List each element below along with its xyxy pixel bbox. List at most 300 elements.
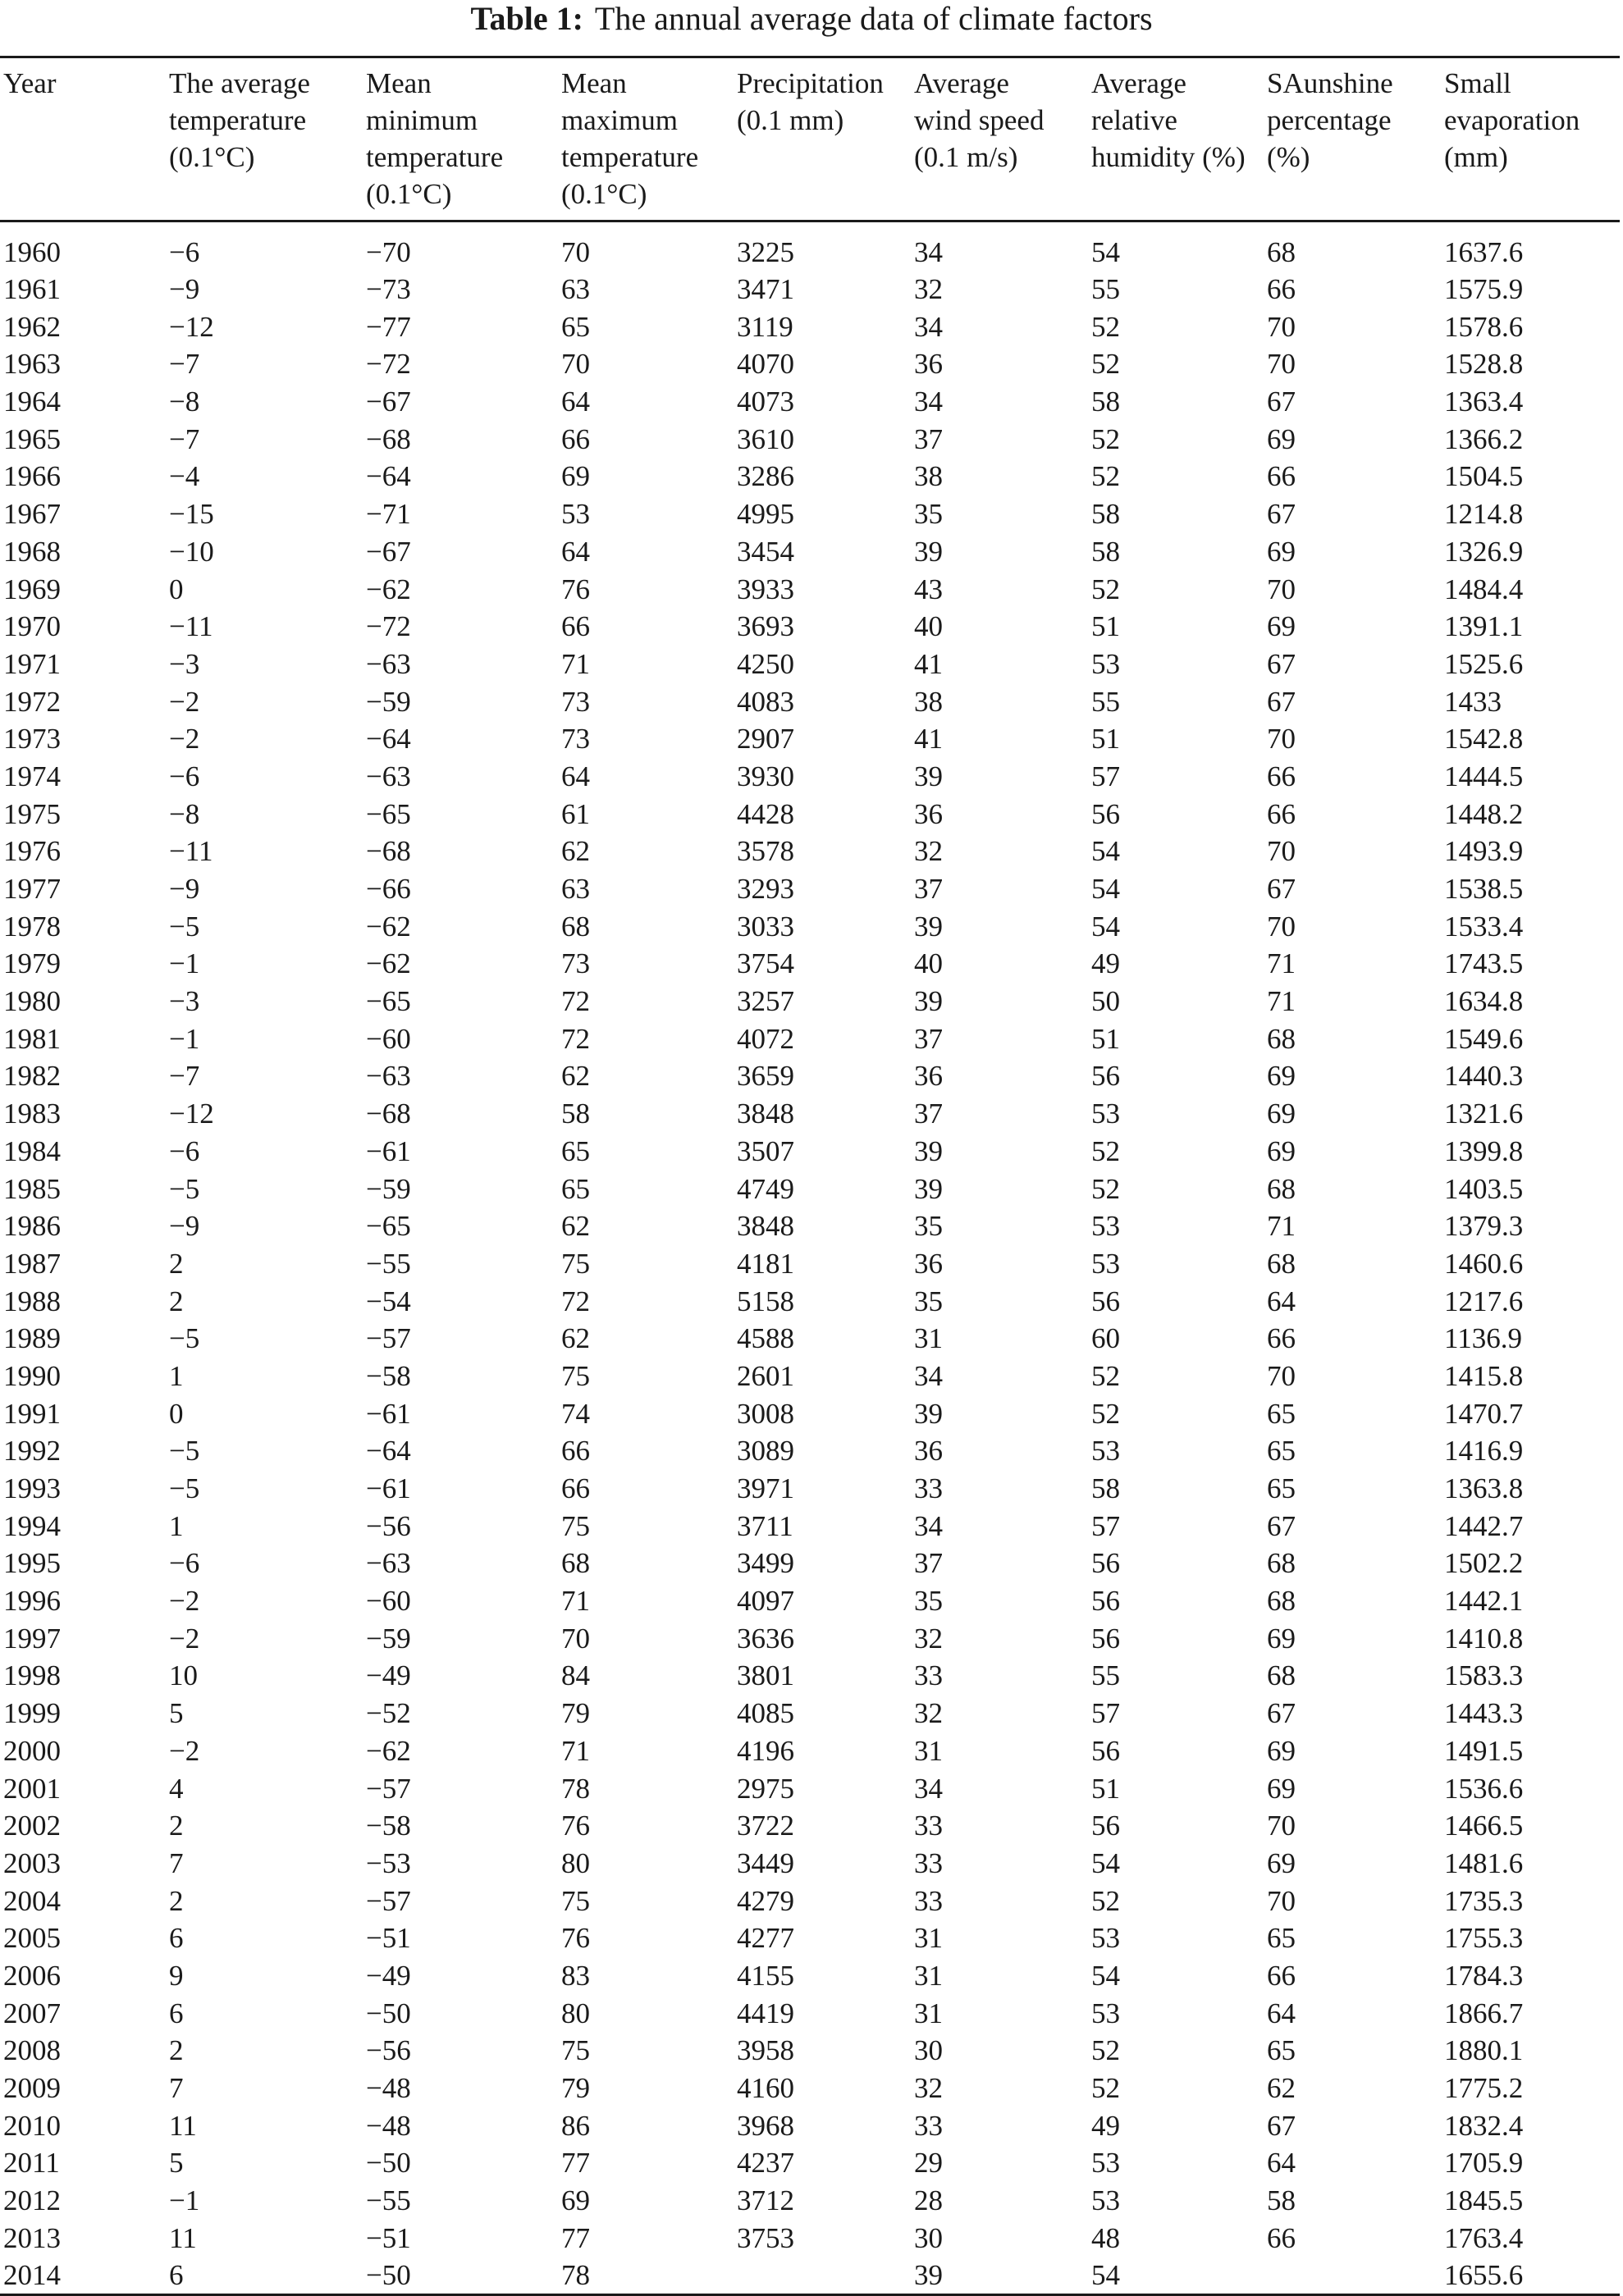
data-cell: −5	[169, 1472, 200, 1504]
column-header	[1264, 57, 1441, 221]
data-cell: 54	[1088, 2257, 1264, 2295]
table-row	[0, 383, 1620, 421]
data-cell: 53	[1091, 1247, 1120, 1280]
data-cell: 7	[169, 1846, 184, 1879]
table-row	[0, 1883, 1620, 1920]
data-cell: 40	[914, 947, 943, 980]
data-cell: 78	[558, 2257, 734, 2295]
data-cell: 36	[914, 1435, 943, 1468]
data-cell: 52	[1091, 1397, 1120, 1430]
column-header-line: relative	[1091, 104, 1177, 136]
table-row	[0, 2070, 1620, 2107]
data-cell: 30	[914, 2221, 943, 2254]
data-cell: 1442.1	[1444, 1585, 1524, 1618]
data-cell: 3257	[737, 985, 794, 1018]
year-cell: 1982	[3, 1060, 61, 1093]
data-cell: 56	[1091, 797, 1120, 830]
year-cell: 1975	[3, 797, 61, 830]
data-cell: 52	[1091, 1359, 1120, 1392]
data-cell: 69	[561, 2184, 590, 2217]
year-cell: 2006	[3, 1959, 61, 1992]
column-header-line: humidity (%)	[1091, 141, 1246, 173]
year-cell: 1991	[3, 1397, 61, 1430]
table-row	[0, 2182, 1620, 2220]
data-cell: −62	[366, 573, 411, 605]
data-cell: 51	[1091, 723, 1120, 755]
data-cell: −58	[366, 1810, 411, 1842]
data-cell: 51	[1091, 1022, 1120, 1055]
data-cell: 67	[1267, 1697, 1296, 1730]
data-cell: 69	[561, 460, 590, 493]
data-cell: −49	[366, 1659, 411, 1692]
data-cell: 65	[1267, 2034, 1296, 2067]
table-row	[0, 646, 1620, 683]
caption-label: Table 1:	[470, 0, 583, 37]
data-cell: 61	[561, 797, 590, 830]
data-cell: 66	[561, 610, 590, 643]
data-cell: −57	[366, 1772, 411, 1805]
data-cell: 54	[1091, 236, 1120, 268]
data-cell: 3449	[737, 1846, 794, 1879]
table-row	[0, 1919, 1620, 1957]
data-cell: 3722	[737, 1810, 794, 1842]
data-cell: −5	[169, 1322, 200, 1355]
table-row	[0, 458, 1620, 495]
data-cell: 3801	[737, 1659, 794, 1692]
data-cell: −59	[366, 685, 411, 718]
data-cell: 6	[169, 1997, 184, 2029]
data-cell: 3753	[737, 2221, 794, 2254]
data-cell: 0	[169, 573, 184, 605]
data-cell: 68	[561, 910, 590, 943]
data-cell: 77	[561, 2221, 590, 2254]
column-header-line: evaporation	[1444, 104, 1580, 136]
data-cell: 1443.3	[1444, 1697, 1524, 1730]
data-cell: 1460.6	[1444, 1247, 1524, 1280]
data-cell: 56	[1091, 1060, 1120, 1093]
data-cell: 70	[1267, 835, 1296, 868]
data-cell: 70	[1267, 348, 1296, 381]
data-cell: 69	[1267, 1734, 1296, 1767]
data-cell: 54	[1091, 910, 1120, 943]
data-cell: 1763.4	[1444, 2221, 1524, 2254]
year-cell: 2004	[3, 1884, 61, 1917]
data-cell: 3659	[737, 1060, 794, 1093]
data-cell: 3958	[737, 2034, 794, 2067]
data-cell: 69	[1267, 1134, 1296, 1167]
year-cell: 1965	[3, 422, 61, 455]
data-cell: 1755.3	[1444, 1922, 1524, 1955]
data-cell: 2	[169, 2034, 184, 2067]
data-cell: 70	[1267, 310, 1296, 343]
data-cell: 31	[914, 1959, 943, 1992]
data-cell: −9	[169, 873, 200, 905]
data-cell: 3693	[737, 610, 794, 643]
data-cell: 75	[561, 1359, 590, 1392]
data-cell: 3848	[737, 1098, 794, 1130]
data-cell: −15	[169, 498, 214, 531]
data-cell: 56	[1091, 1585, 1120, 1618]
data-cell: −12	[169, 310, 214, 343]
year-cell: 2007	[3, 1997, 61, 2029]
data-cell: 66	[1267, 797, 1296, 830]
year-cell: 1989	[3, 1322, 61, 1355]
table-row	[0, 345, 1620, 383]
data-cell: 67	[1267, 873, 1296, 905]
data-cell: 28	[914, 2184, 943, 2217]
data-cell: 67	[1267, 498, 1296, 531]
data-cell: 53	[1091, 1922, 1120, 1955]
data-cell: −60	[366, 1585, 411, 1618]
data-cell: 3930	[737, 760, 794, 792]
column-header	[911, 57, 1088, 221]
data-cell: −63	[366, 1547, 411, 1580]
year-cell: 2001	[3, 1772, 61, 1805]
data-cell: 75	[561, 1509, 590, 1542]
data-cell: −10	[169, 535, 214, 568]
data-cell: 72	[561, 1022, 590, 1055]
data-cell: 1136.9	[1444, 1322, 1522, 1355]
data-cell: −2	[169, 1622, 200, 1655]
data-cell: 1399.8	[1444, 1134, 1524, 1167]
data-cell: −62	[366, 1734, 411, 1767]
data-cell: 3636	[737, 1622, 794, 1655]
data-cell: 1415.8	[1444, 1359, 1524, 1392]
data-cell: 38	[914, 460, 943, 493]
data-cell: 39	[914, 1134, 943, 1167]
data-cell: −12	[169, 1098, 214, 1130]
data-cell: 58	[1267, 2184, 1296, 2217]
data-cell: 1634.8	[1444, 985, 1524, 1018]
data-cell: −1	[169, 2184, 200, 2217]
data-cell: 1481.6	[1444, 1846, 1524, 1879]
data-cell: −8	[169, 797, 200, 830]
data-cell: 1743.5	[1444, 947, 1524, 980]
data-cell: −63	[366, 760, 411, 792]
data-cell: 4160	[737, 2072, 794, 2104]
data-cell: 5	[169, 2147, 184, 2180]
column-header-line: Year	[3, 67, 57, 99]
data-cell: 1525.6	[1444, 647, 1524, 680]
data-cell: −3	[169, 647, 200, 680]
data-cell: 58	[1091, 498, 1120, 531]
table-row	[0, 1807, 1620, 1845]
data-cell: 67	[1267, 647, 1296, 680]
data-cell: 53	[1091, 2184, 1120, 2217]
data-cell: 49	[1091, 2109, 1120, 2142]
year-cell: 1960	[3, 236, 61, 268]
data-cell: 34	[914, 236, 943, 268]
table-row	[0, 1358, 1620, 1395]
table-row	[0, 945, 1620, 983]
column-header-line: Mean	[366, 67, 432, 99]
data-cell: 66	[1267, 1959, 1296, 1992]
column-header	[558, 57, 734, 221]
table-row	[0, 2257, 1620, 2295]
year-cell: 1966	[3, 460, 61, 493]
data-cell: −67	[366, 386, 411, 418]
data-cell: 1575.9	[1444, 273, 1524, 305]
data-cell: −57	[366, 1322, 411, 1355]
year-cell: 1985	[3, 1172, 61, 1205]
data-cell: 64	[561, 535, 590, 568]
data-cell: 3008	[737, 1397, 794, 1430]
year-cell: 1968	[3, 535, 61, 568]
data-cell: 41	[914, 723, 943, 755]
year-cell: 1963	[3, 348, 61, 381]
data-cell: 76	[561, 573, 590, 605]
data-cell: 2	[169, 1285, 184, 1317]
data-cell: 71	[1267, 985, 1296, 1018]
data-cell: 35	[914, 1210, 943, 1243]
data-cell: 83	[561, 1959, 590, 1992]
data-cell: 57	[1091, 1509, 1120, 1542]
year-cell: 1980	[3, 985, 61, 1018]
data-cell: 1504.5	[1444, 460, 1524, 493]
column-header	[166, 57, 363, 221]
column-header-line: Average	[1091, 67, 1186, 99]
data-cell: 1410.8	[1444, 1622, 1524, 1655]
data-cell: 4588	[737, 1322, 794, 1355]
data-cell: 4428	[737, 797, 794, 830]
data-cell: −68	[366, 835, 411, 868]
data-cell: 1880.1	[1444, 2034, 1524, 2067]
data-cell: −57	[366, 1884, 411, 1917]
table-row	[0, 720, 1620, 758]
data-cell: 40	[914, 610, 943, 643]
year-cell: 1969	[3, 573, 61, 605]
data-cell: 34	[914, 1359, 943, 1392]
data-cell: 1	[169, 1359, 184, 1392]
data-cell: 66	[1267, 2221, 1296, 2254]
table-caption	[0, 0, 1623, 41]
data-cell: 58	[561, 1098, 590, 1130]
data-cell: 4419	[737, 1997, 794, 2029]
data-cell: −56	[366, 1509, 411, 1542]
data-cell: 52	[1091, 2034, 1120, 2067]
data-cell: 52	[1091, 310, 1120, 343]
data-cell: 52	[1091, 573, 1120, 605]
data-cell: 58	[1091, 1472, 1120, 1504]
data-cell: 3499	[737, 1547, 794, 1580]
table-row	[0, 1470, 1620, 1508]
data-cell: −6	[169, 1134, 200, 1167]
data-cell: 69	[1267, 1846, 1296, 1879]
year-cell: 1993	[3, 1472, 61, 1504]
data-cell: 37	[914, 873, 943, 905]
data-cell: 4	[169, 1772, 184, 1805]
year-cell: 1981	[3, 1022, 61, 1055]
data-cell: 2	[169, 1247, 184, 1280]
table-row	[0, 308, 1620, 346]
data-cell: 2601	[737, 1359, 794, 1392]
data-cell: −67	[366, 535, 411, 568]
table-row	[0, 1207, 1620, 1245]
data-cell: 53	[1091, 2147, 1120, 2180]
column-header-line: (%)	[1267, 141, 1310, 173]
data-cell: 86	[561, 2109, 590, 2142]
data-cell: 6	[169, 1922, 184, 1955]
data-cell: −61	[366, 1397, 411, 1430]
table-row	[0, 1657, 1620, 1695]
data-cell: 39	[914, 760, 943, 792]
year-cell: 1986	[3, 1210, 61, 1243]
table-row	[0, 870, 1620, 908]
data-cell: 36	[914, 1247, 943, 1280]
data-cell: 58	[1091, 386, 1120, 418]
column-header-line: Average	[914, 67, 1009, 99]
table-row	[0, 2032, 1620, 2070]
data-cell: −58	[366, 1359, 411, 1392]
data-cell: 84	[561, 1659, 590, 1692]
table-row	[0, 1695, 1620, 1732]
data-cell: 55	[1091, 1659, 1120, 1692]
data-cell: 11	[169, 2221, 197, 2254]
data-cell: 51	[1091, 1772, 1120, 1805]
data-cell: 32	[914, 2072, 943, 2104]
data-cell: 33	[914, 1659, 943, 1692]
data-cell: 0	[169, 1397, 184, 1430]
data-cell: 57	[1091, 1697, 1120, 1730]
data-cell: 73	[561, 723, 590, 755]
year-cell: 1962	[3, 310, 61, 343]
year-cell: 1988	[3, 1285, 61, 1317]
data-cell: 31	[914, 1922, 943, 1955]
data-cell: 70	[561, 348, 590, 381]
data-cell: 62	[561, 835, 590, 868]
year-cell: 1983	[3, 1098, 61, 1130]
data-cell: 3286	[737, 460, 794, 493]
caption-title: The annual average data of climate factors	[594, 0, 1153, 37]
data-cell: 76	[561, 1810, 590, 1842]
table-row	[0, 833, 1620, 870]
column-header-line: Mean	[561, 67, 627, 99]
column-header-line: (mm)	[1444, 141, 1508, 173]
data-cell: 52	[1091, 1172, 1120, 1205]
data-cell: 65	[561, 1134, 590, 1167]
data-cell: 63	[561, 273, 590, 305]
data-cell: 1448.2	[1444, 797, 1524, 830]
table-row	[0, 271, 1620, 308]
data-cell: −50	[363, 2257, 558, 2295]
data-cell: 1466.5	[1444, 1810, 1524, 1842]
data-cell: 2975	[737, 1772, 794, 1805]
data-cell: 39	[914, 1397, 943, 1430]
data-cell: 1	[169, 1509, 184, 1542]
table-row	[0, 908, 1620, 946]
data-cell: 1363.4	[1444, 386, 1524, 418]
data-cell: 64	[1267, 2147, 1296, 2180]
data-cell: 39	[914, 985, 943, 1018]
data-cell: 1637.6	[1444, 236, 1524, 268]
year-cell: 1971	[3, 647, 61, 680]
table-row	[0, 533, 1620, 571]
data-cell: 62	[561, 1210, 590, 1243]
data-cell: 52	[1091, 2072, 1120, 2104]
data-cell: 78	[561, 1772, 590, 1805]
table-row	[0, 1995, 1620, 2033]
column-header-line: The average	[169, 67, 310, 99]
column-header-line: Small	[1444, 67, 1511, 99]
data-cell: 1491.5	[1444, 1734, 1524, 1767]
data-cell: −48	[366, 2072, 411, 2104]
year-cell: 1976	[3, 835, 61, 868]
data-cell: 30	[914, 2034, 943, 2067]
table-row	[0, 1620, 1620, 1658]
data-cell: −61	[366, 1134, 411, 1167]
data-cell: 32	[914, 835, 943, 868]
column-header	[734, 57, 911, 221]
data-cell: 64	[1267, 1285, 1296, 1317]
data-cell: 41	[914, 647, 943, 680]
data-cell: 4085	[737, 1697, 794, 1730]
data-cell: 50	[1091, 985, 1120, 1018]
data-cell: 31	[914, 1322, 943, 1355]
data-cell: 75	[561, 1247, 590, 1280]
data-cell: −8	[169, 386, 200, 418]
data-cell: −55	[366, 1247, 411, 1280]
data-cell: 3225	[737, 236, 794, 268]
table-row	[0, 1508, 1620, 1545]
data-cell: 53	[1091, 1997, 1120, 2029]
data-cell: 70	[561, 236, 590, 268]
data-cell: −51	[366, 1922, 411, 1955]
data-cell: 4237	[737, 2147, 794, 2180]
data-cell: 37	[914, 1022, 943, 1055]
data-cell: 68	[1267, 236, 1296, 268]
year-cell: 2003	[3, 1846, 61, 1879]
year-cell: 1999	[3, 1697, 61, 1730]
data-cell: −56	[366, 2034, 411, 2067]
data-cell: 2	[169, 1884, 184, 1917]
data-cell: −60	[366, 1022, 411, 1055]
data-cell: 34	[914, 1509, 943, 1542]
data-cell: 52	[1091, 1134, 1120, 1167]
data-cell: 3848	[737, 1210, 794, 1243]
data-cell: −2	[169, 1734, 200, 1767]
data-cell: 35	[914, 1285, 943, 1317]
column-header-line: (0.1 mm)	[737, 104, 844, 136]
table-row	[0, 1545, 1620, 1582]
data-cell: −1	[169, 1022, 200, 1055]
data-cell: −52	[366, 1697, 411, 1730]
data-cell: −62	[366, 910, 411, 943]
data-cell: 62	[561, 1060, 590, 1093]
data-cell: −6	[169, 236, 200, 268]
data-cell: 52	[1091, 422, 1120, 455]
data-cell: −64	[366, 460, 411, 493]
data-cell: 38	[914, 685, 943, 718]
data-cell: 1379.3	[1444, 1210, 1524, 1243]
table-row	[0, 1770, 1620, 1808]
data-cell: 70	[1267, 723, 1296, 755]
data-cell: −6	[169, 760, 200, 792]
data-cell: −72	[366, 610, 411, 643]
data-cell: 3471	[737, 273, 794, 305]
data-cell: 1775.2	[1444, 2072, 1524, 2104]
year-cell: 2013	[3, 2221, 61, 2254]
data-cell: 3610	[737, 422, 794, 455]
data-cell: 1502.2	[1444, 1547, 1524, 1580]
year-cell: 1972	[3, 685, 61, 718]
data-cell: 1655.6	[1441, 2257, 1620, 2295]
table-row	[0, 1283, 1620, 1321]
data-cell: 74	[561, 1397, 590, 1430]
data-cell: 10	[169, 1659, 198, 1692]
data-cell: −63	[366, 647, 411, 680]
data-cell: 4072	[737, 1022, 794, 1055]
data-cell: −9	[169, 273, 200, 305]
